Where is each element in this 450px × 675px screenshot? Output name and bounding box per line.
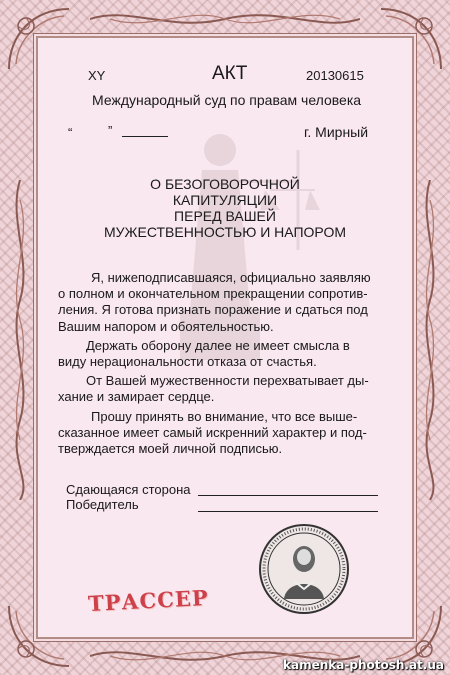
left-scroll-ornament xyxy=(6,180,34,500)
winner-signature-line xyxy=(198,511,378,512)
text-line: хание и замирает сердце. xyxy=(58,389,215,405)
text-line: тверждается моей личной подписью. xyxy=(58,441,283,457)
subject-line: ПЕРЕД ВАШЕЙ xyxy=(174,208,276,224)
subject-line: КАПИТУЛЯЦИИ xyxy=(172,192,278,208)
text-line: о полном и окончательном прекращении сопротив- xyxy=(58,286,368,302)
text-line: Я, нижеподписавшаяся, официально заявляю xyxy=(91,270,371,285)
court-name: Международный суд по правам человека xyxy=(92,92,362,108)
surrendering-party-label: Сдающаяся сторона xyxy=(66,482,191,497)
document-title: АКТ xyxy=(212,63,248,84)
subject-line: О БЕЗОГОВОРОЧНОЙ xyxy=(150,176,300,192)
official-seal xyxy=(258,523,350,615)
text-line: ления. Я готова признать поражение и сдаться под xyxy=(58,302,368,318)
top-scroll-ornament xyxy=(90,6,360,32)
body-text xyxy=(58,270,394,457)
text-line: Вашим напором и обоятельностью. xyxy=(58,318,274,334)
winner-label: Победитель xyxy=(66,497,139,512)
text-line: Прошу принять во внимание, что все выше- xyxy=(91,408,358,424)
paragraph-4 xyxy=(58,409,394,458)
serial-prefix: XY xyxy=(88,68,106,83)
text-line: сказанное имеет самый искренний характер и под- xyxy=(58,424,367,440)
surrendering-signature-line xyxy=(198,495,378,496)
red-stamp: ТРАССЕР xyxy=(87,584,210,617)
right-scroll-ornament xyxy=(416,180,444,500)
subject-line: МУЖЕСТВЕННОСТЬЮ И НАПОРОМ xyxy=(104,224,346,240)
city: г. Мирный xyxy=(304,124,369,140)
date-blank-line xyxy=(122,136,168,137)
document-number: 20130615 xyxy=(306,68,364,83)
paragraph-3 xyxy=(58,373,394,405)
subject-heading xyxy=(70,176,380,240)
paragraph-1 xyxy=(58,270,394,335)
date-open-quote: “ xyxy=(68,125,73,140)
paragraph-2 xyxy=(58,338,394,370)
date-close-quote: ” xyxy=(108,123,113,138)
footer-watermark-url[interactable]: kamenka-photosh.at.ua xyxy=(283,658,444,672)
text-line: Держать оборону далее не имеет смысла в xyxy=(86,337,350,353)
text-line: виду нерациональности отказа от счастья. xyxy=(58,354,317,370)
text-line: От Вашей мужественности перехватывает ды- xyxy=(86,373,369,389)
